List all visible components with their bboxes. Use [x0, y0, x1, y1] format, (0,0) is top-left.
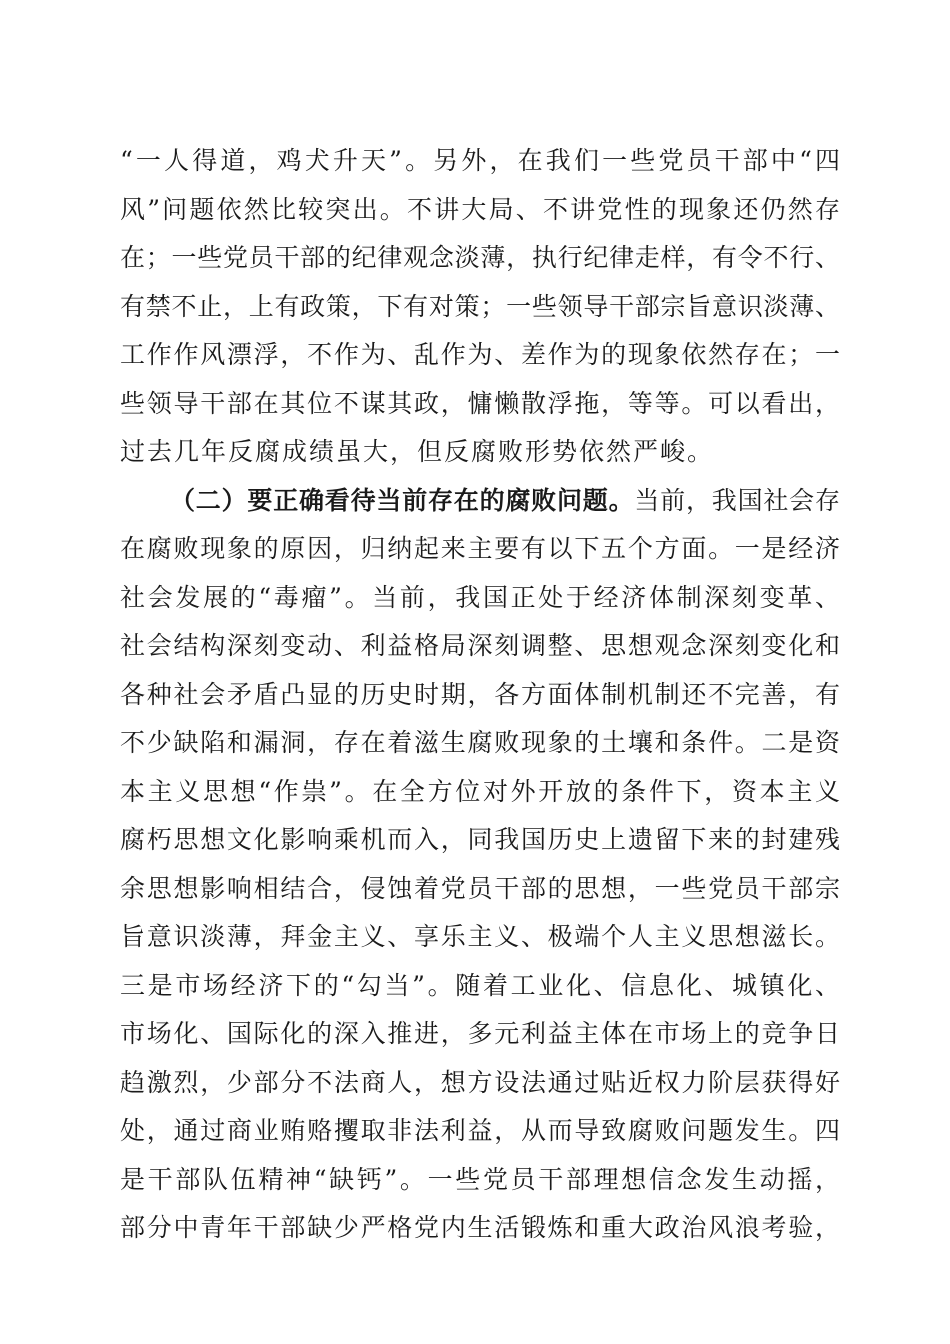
text-line: 工作作风漂浮，不作为、乱作为、差作为的现象依然存在；一 — [120, 340, 840, 369]
text-line: 社会结构深刻变动、利益格局深刻调整、思想观念深刻变化和 — [120, 631, 840, 660]
paragraph-2 — [120, 477, 840, 1253]
text-line: 过去几年反腐成绩虽大，但反腐败形势依然严峻。 — [120, 437, 715, 466]
text-line: 三是市场经济下的“勾当”。随着工业化、信息化、城镇化、 — [120, 970, 840, 1000]
paragraph-1 — [120, 137, 840, 477]
text-line: 本主义思想“作祟”。在全方位对外开放的条件下，资本主义 — [120, 776, 840, 806]
text-line: 趋激烈，少部分不法商人，想方设法通过贴近权力阶层获得好 — [120, 1067, 840, 1097]
text-line: 各种社会矛盾凸显的历史时期，各方面体制机制还不完善，有 — [120, 679, 840, 709]
paragraph-heading-line — [120, 477, 840, 526]
text-line: 市场化、国际化的深入推进，多元利益主体在市场上的竞争日 — [120, 1019, 840, 1048]
text-line: 不少缺陷和漏洞，存在着滋生腐败现象的土壤和条件。二是资 — [120, 728, 840, 757]
text-line: 风”问题依然比较突出。不讲大局、不讲党性的现象还仍然存 — [120, 194, 840, 224]
text-line: 些领导干部在其位不谋其政，慵懒散浮拖，等等。可以看出， — [120, 388, 840, 418]
text-line: 处，通过商业贿赂攫取非法利益，从而导致腐败问题发生。四 — [120, 1116, 840, 1145]
text-line: 有禁不止，上有政策，下有对策；一些领导干部宗旨意识淡薄、 — [120, 291, 840, 321]
section-heading: （二）要正确看待当前存在的腐败问题。 — [170, 485, 635, 515]
text-line: 部分中青年干部缺少严格党内生活锻炼和重大政治风浪考验， — [120, 1213, 840, 1242]
body-text — [120, 137, 840, 1253]
text-line: 在腐败现象的原因，归纳起来主要有以下五个方面。一是经济 — [120, 534, 840, 563]
text-line: 余思想影响相结合，侵蚀着党员干部的思想，一些党员干部宗 — [120, 873, 840, 903]
text-line: 旨意识淡薄，拜金主义、享乐主义、极端个人主义思想滋长。 — [120, 922, 840, 951]
heading-line-text: 当前，我国社会存 — [634, 485, 840, 515]
text-line: “一人得道，鸡犬升天”。另外，在我们一些党员干部中“四 — [120, 146, 840, 175]
text-line: 腐朽思想文化影响乘机而入，同我国历史上遗留下来的封建残 — [120, 825, 840, 854]
text-line: 社会发展的“毒瘤”。当前，我国正处于经济体制深刻变革、 — [120, 582, 840, 612]
text-line: 在；一些党员干部的纪律观念淡薄，执行纪律走样，有令不行、 — [120, 243, 840, 272]
text-line: 是干部队伍精神“缺钙”。一些党员干部理想信念发生动摇， — [120, 1164, 840, 1194]
